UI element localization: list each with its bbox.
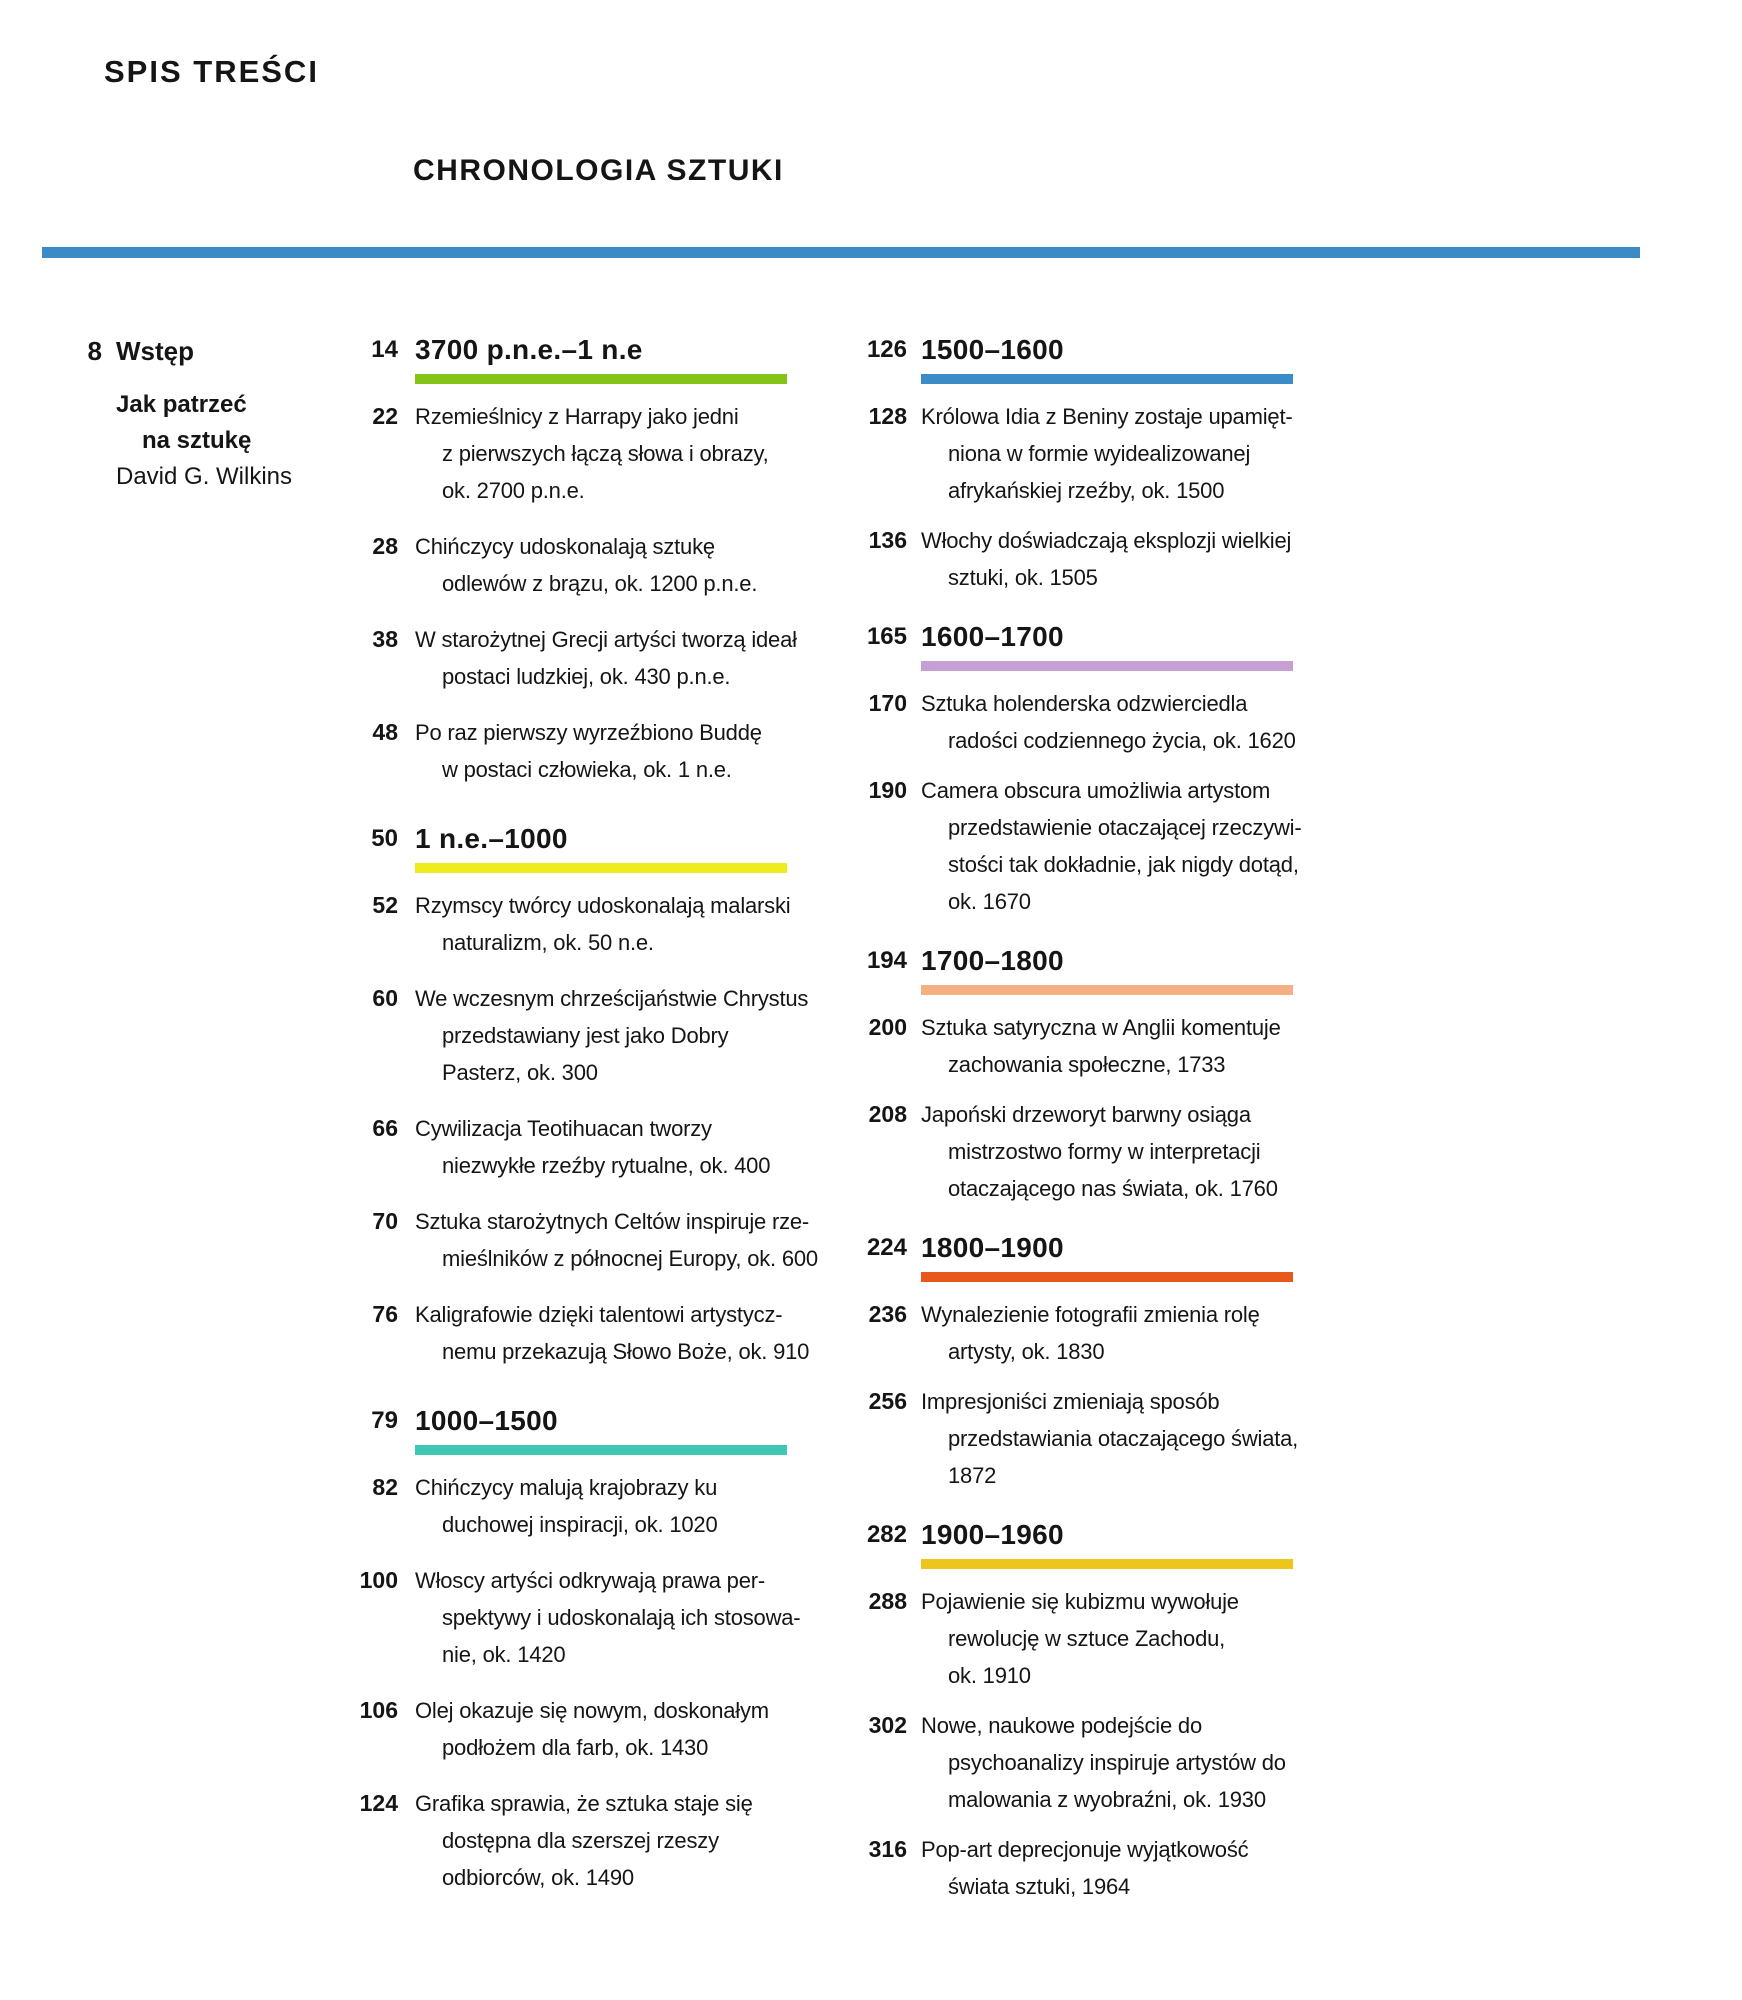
toc-entry	[858, 1383, 1336, 1494]
entry-page-number: 60	[372, 985, 398, 1011]
entry-text	[415, 1469, 812, 1543]
toc-entry	[858, 1296, 1336, 1370]
header-rule	[42, 247, 1640, 258]
entry-page-number: 124	[359, 1790, 398, 1816]
toc-entry	[352, 1110, 812, 1184]
entry-text-line: dostępna dla szerszej rzeszy	[442, 1828, 719, 1853]
toc-section	[352, 822, 818, 1370]
entry-page-number: 76	[372, 1301, 398, 1327]
entry-text-line: Impresjoniści zmieniają sposób	[921, 1389, 1220, 1414]
section-page-number: 126	[866, 336, 907, 363]
section-range-label: 1800–1900	[921, 1232, 1064, 1263]
entry-text-line: odbiorców, ok. 1490	[442, 1865, 634, 1890]
entry-text	[415, 980, 812, 1091]
entry-text-line: Kaligrafowie dzięki talentowi artystycz-	[415, 1302, 783, 1327]
toc-column-right	[858, 333, 1336, 1918]
entry-text	[921, 685, 1336, 759]
entry-page-number: 302	[868, 1712, 907, 1738]
entry-text-line: 1872	[948, 1463, 997, 1488]
toc-entry	[352, 528, 812, 602]
entry-text	[415, 1110, 812, 1184]
entry-text-line: nemu przekazują Słowo Boże, ok. 910	[442, 1339, 810, 1364]
toc-entry	[352, 1469, 812, 1543]
entry-text	[415, 1296, 812, 1370]
entry-text-line: rewolucję w sztuce Zachodu,	[948, 1626, 1226, 1651]
entry-text-line: Rzemieślnicy z Harrapy jako jedni	[415, 404, 739, 429]
toc-entry	[352, 1296, 812, 1370]
entry-text-line: niona w formie wyidealizowanej	[948, 441, 1251, 466]
entry-text-line: podłożem dla farb, ok. 1430	[442, 1735, 709, 1760]
section-header	[352, 1404, 812, 1455]
entry-text-line: psychoanalizy inspiruje artystów do	[948, 1750, 1286, 1775]
entry-text-line: przedstawiania otaczającego świata,	[948, 1426, 1299, 1451]
section-range	[415, 1404, 812, 1455]
entry-text-line: Pop-art deprecjonuje wyjątkowość	[921, 1837, 1249, 1862]
entry-text-line: W starożytnej Grecji artyści tworzą ideał	[415, 627, 797, 652]
toc-entry	[858, 1583, 1336, 1694]
entry-page-number: 200	[868, 1014, 907, 1040]
toc-entry	[858, 685, 1336, 759]
entry-text-line: Japoński drzeworyt barwny osiąga	[921, 1102, 1251, 1127]
entry-page-number: 236	[868, 1301, 907, 1327]
entry-text-line: ok. 1670	[948, 889, 1031, 914]
entry-text-line: Wynalezienie fotografii zmienia rolę	[921, 1302, 1260, 1327]
entry-page-number: 22	[372, 403, 398, 429]
entry-text-line: Cywilizacja Teotihuacan tworzy	[415, 1116, 712, 1141]
entry-text-line: ok. 1910	[948, 1663, 1031, 1688]
entry-page-number: 48	[372, 719, 398, 745]
toc-entry	[352, 621, 812, 695]
section-range	[921, 1231, 1336, 1282]
section-page-number: 282	[866, 1521, 907, 1548]
entry-text-line: We wczesnym chrześcijaństwie Chrystus	[415, 986, 809, 1011]
entry-text	[415, 1785, 812, 1896]
toc-section	[352, 1404, 812, 1896]
entry-text-line: Pojawienie się kubizmu wywołuje	[921, 1589, 1239, 1614]
entry-text	[921, 1296, 1336, 1370]
entry-text-line: Nowe, naukowe podejście do	[921, 1713, 1202, 1738]
book-title: CHRONOLOGIA SZTUKI	[413, 154, 784, 187]
section-header	[352, 333, 812, 384]
entry-text-line: malowania z wyobraźni, ok. 1930	[948, 1787, 1266, 1812]
toc-entry	[858, 1096, 1336, 1207]
entry-text	[921, 1009, 1336, 1083]
toc-entry	[352, 1203, 818, 1277]
entry-page-number: 208	[868, 1101, 907, 1127]
entry-text-line: Włoscy artyści odkrywają prawa per-	[415, 1568, 765, 1593]
section-color-bar	[921, 1272, 1293, 1282]
entry-text	[415, 528, 812, 602]
toc-entry	[352, 887, 812, 961]
entry-text-line: zachowania społeczne, 1733	[948, 1052, 1226, 1077]
entry-text	[415, 1562, 812, 1673]
section-range	[921, 620, 1336, 671]
entry-text-line: Po raz pierwszy wyrzeźbiono Buddę	[415, 720, 762, 745]
toc-entry	[858, 772, 1336, 920]
entry-text-line: Królowa Idia z Beniny zostaje upamięt-	[921, 404, 1293, 429]
entry-text-line: z pierwszych łączą słowa i obrazy,	[442, 441, 769, 466]
section-range	[921, 944, 1336, 995]
entry-text-line: przedstawienie otaczającej rzeczywi-	[948, 815, 1302, 840]
entry-text-line: radości codziennego życia, ok. 1620	[948, 728, 1296, 753]
entry-text-line: niezwykłe rzeźby rytualne, ok. 400	[442, 1153, 771, 1178]
entry-text-line: Grafika sprawia, że sztuka staje się	[415, 1791, 753, 1816]
toc-section	[352, 333, 812, 788]
toc-entry	[858, 1707, 1336, 1818]
section-header	[858, 944, 1336, 995]
intro-author: David G. Wilkins	[116, 463, 293, 490]
toc-section	[858, 620, 1336, 920]
entry-text-line: mistrzostwo formy w interpretacji	[948, 1139, 1261, 1164]
entry-text-line: odlewów z brązu, ok. 1200 p.n.e.	[442, 571, 758, 596]
entry-page-number: 316	[868, 1836, 907, 1862]
entry-text-line: Rzymscy twórcy udoskonalają malarski	[415, 893, 791, 918]
entry-text	[415, 398, 812, 509]
section-header	[858, 333, 1336, 384]
section-color-bar	[921, 661, 1293, 671]
entry-text-line: świata sztuki, 1964	[948, 1874, 1131, 1899]
toc-entry	[352, 1692, 812, 1766]
intro-title: Wstęp	[116, 336, 194, 366]
entry-page-number: 288	[868, 1588, 907, 1614]
entry-page-number: 136	[868, 527, 907, 553]
entry-page-number: 190	[868, 777, 907, 803]
entry-text	[921, 1383, 1336, 1494]
entry-page-number: 38	[372, 626, 398, 652]
entry-text-line: naturalizm, ok. 50 n.e.	[442, 930, 654, 955]
section-page-number: 79	[371, 1407, 398, 1434]
intro-page-number: 8	[87, 336, 102, 366]
section-header	[858, 1518, 1336, 1569]
section-range-label: 3700 p.n.e.–1 n.e	[415, 334, 643, 365]
toc-entry	[352, 1785, 812, 1896]
entry-text	[921, 398, 1336, 509]
intro-entry	[72, 333, 352, 369]
section-range	[921, 1518, 1336, 1569]
toc-section	[858, 1518, 1336, 1905]
entry-text	[415, 1203, 818, 1277]
section-color-bar	[415, 374, 787, 384]
entry-text-line: stości tak dokładnie, jak nigdy dotąd,	[948, 852, 1299, 877]
entry-page-number: 106	[359, 1697, 398, 1723]
entry-page-number: 28	[372, 533, 398, 559]
section-page-number: 165	[866, 623, 907, 650]
intro-column	[72, 333, 352, 495]
section-range	[921, 333, 1336, 384]
entry-text	[921, 1707, 1336, 1818]
section-range-label: 1 n.e.–1000	[415, 823, 568, 854]
section-range-label: 1600–1700	[921, 621, 1064, 652]
section-color-bar	[921, 985, 1293, 995]
entry-page-number: 82	[372, 1474, 398, 1500]
entry-text	[415, 714, 812, 788]
entry-page-number: 128	[868, 403, 907, 429]
entry-text-line: przedstawiany jest jako Dobry	[442, 1023, 729, 1048]
section-color-bar	[921, 374, 1293, 384]
entry-text	[415, 621, 812, 695]
entry-text-line: Chińczycy udoskonalają sztukę	[415, 534, 715, 559]
entry-text	[921, 522, 1336, 596]
entry-text-line: ok. 2700 p.n.e.	[442, 478, 585, 503]
entry-text-line: Sztuka starożytnych Celtów inspiruje rze-	[415, 1209, 810, 1234]
section-page-number: 224	[866, 1234, 907, 1261]
toc-section	[858, 944, 1336, 1207]
entry-text-line: Sztuka holenderska odzwierciedla	[921, 691, 1248, 716]
entry-text	[921, 1583, 1336, 1694]
toc-section	[858, 1231, 1336, 1494]
section-color-bar	[921, 1559, 1293, 1569]
section-header	[352, 822, 812, 873]
toc-entry	[858, 1831, 1336, 1905]
toc-entry	[858, 1009, 1336, 1083]
section-range-label: 1500–1600	[921, 334, 1064, 365]
entry-text-line: Chińczycy malują krajobrazy ku	[415, 1475, 718, 1500]
entry-text-line: mieślników z północnej Europy, ok. 600	[442, 1246, 818, 1271]
entry-text-line: Olej okazuje się nowym, doskonałym	[415, 1698, 769, 1723]
intro-subsection	[72, 387, 352, 495]
entry-page-number: 52	[372, 892, 398, 918]
entry-page-number: 100	[359, 1567, 398, 1593]
section-page-number: 14	[371, 336, 398, 363]
entry-page-number: 70	[372, 1208, 398, 1234]
toc-entry	[352, 398, 812, 509]
entry-text	[921, 1831, 1336, 1905]
section-color-bar	[415, 1445, 787, 1455]
entry-text-line: duchowej inspiracji, ok. 1020	[442, 1512, 718, 1537]
section-page-number: 194	[866, 947, 907, 974]
section-range	[415, 333, 812, 384]
entry-text-line: spektywy i udoskonalają ich stosowa-	[442, 1605, 801, 1630]
entry-page-number: 170	[868, 690, 907, 716]
entry-text	[415, 887, 812, 961]
toc-column-middle	[352, 333, 818, 1915]
entry-text	[921, 1096, 1336, 1207]
page-title: SPIS TREŚCI	[104, 54, 319, 89]
entry-text	[921, 772, 1336, 920]
section-color-bar	[415, 863, 787, 873]
entry-page-number: 256	[868, 1388, 907, 1414]
entry-text	[415, 1692, 812, 1766]
section-range-label: 1900–1960	[921, 1519, 1064, 1550]
entry-text-line: Pasterz, ok. 300	[442, 1060, 598, 1085]
toc-entry	[352, 714, 812, 788]
section-header	[858, 1231, 1336, 1282]
section-range-label: 1700–1800	[921, 945, 1064, 976]
section-range	[415, 822, 812, 873]
toc-section	[858, 333, 1336, 596]
toc-entry	[352, 1562, 812, 1673]
entry-page-number: 66	[372, 1115, 398, 1141]
entry-text-line: w postaci człowieka, ok. 1 n.e.	[442, 757, 732, 782]
section-page-number: 50	[371, 825, 398, 852]
entry-text-line: postaci ludzkiej, ok. 430 p.n.e.	[442, 664, 731, 689]
intro-subtitle-line-1: Jak patrzeć	[116, 391, 247, 418]
toc-entry	[352, 980, 812, 1091]
intro-subtitle-line-2: na sztukę	[142, 427, 252, 454]
entry-text-line: nie, ok. 1420	[442, 1642, 566, 1667]
toc-entry	[858, 522, 1336, 596]
entry-text-line: afrykańskiej rzeźby, ok. 1500	[948, 478, 1225, 503]
section-header	[858, 620, 1336, 671]
entry-text-line: artysty, ok. 1830	[948, 1339, 1105, 1364]
entry-text-line: otaczającego nas świata, ok. 1760	[948, 1176, 1278, 1201]
entry-text-line: Włochy doświadczają eksplozji wielkiej	[921, 528, 1292, 553]
entry-text-line: Sztuka satyryczna w Anglii komentuje	[921, 1015, 1281, 1040]
toc-entry	[858, 398, 1336, 509]
section-range-label: 1000–1500	[415, 1405, 558, 1436]
entry-text-line: Camera obscura umożliwia artystom	[921, 778, 1271, 803]
entry-text-line: sztuki, ok. 1505	[948, 565, 1098, 590]
